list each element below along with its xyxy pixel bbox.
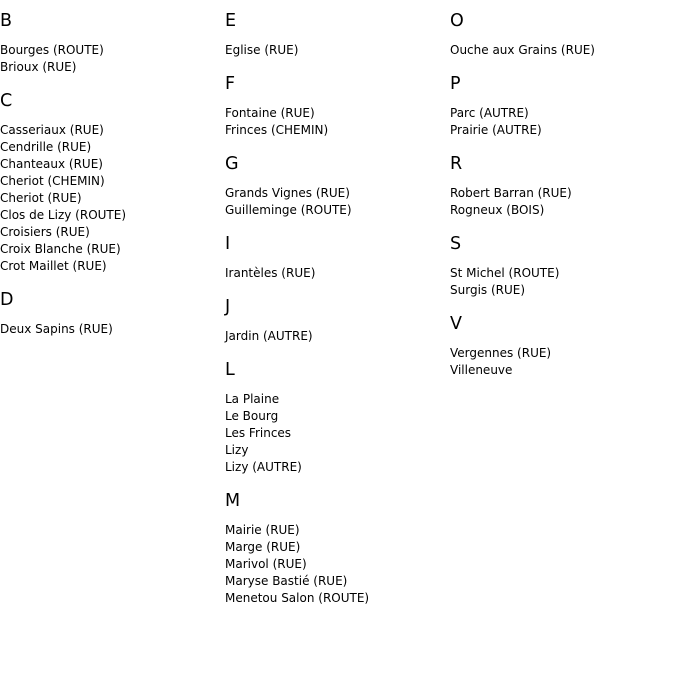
street-link[interactable]: Frinces (CHEMIN) — [225, 123, 329, 137]
letter-group — [225, 233, 450, 282]
letter-group — [450, 153, 675, 219]
street-list — [0, 42, 225, 76]
street-link[interactable]: Eglise (RUE) — [225, 43, 299, 57]
street-link[interactable]: Villeneuve — [450, 363, 513, 377]
street-link[interactable]: Vergennes (RUE) — [450, 346, 552, 360]
letter-group — [225, 296, 450, 345]
street-link[interactable]: Cheriot (CHEMIN) — [0, 174, 105, 188]
letter-group — [450, 313, 675, 379]
letter-heading: C — [0, 91, 13, 111]
index-column — [225, 10, 450, 621]
street-link[interactable]: Irantèles (RUE) — [225, 266, 316, 280]
letter-group — [450, 10, 675, 59]
letter-group — [0, 289, 225, 338]
letter-heading: I — [225, 234, 231, 254]
letter-group — [225, 10, 450, 59]
street-link[interactable]: Croix Blanche (RUE) — [0, 242, 121, 256]
street-link[interactable]: Grands Vignes (RUE) — [225, 186, 350, 200]
street-link[interactable]: Crot Maillet (RUE) — [0, 259, 107, 273]
letter-heading: P — [450, 74, 461, 94]
letter-heading: S — [450, 234, 462, 254]
street-list — [225, 328, 450, 345]
letter-heading: R — [450, 154, 463, 174]
letter-group — [450, 73, 675, 139]
letter-heading: D — [0, 290, 14, 310]
street-list — [450, 265, 675, 299]
street-link[interactable]: Lizy — [225, 443, 249, 457]
street-list — [450, 105, 675, 139]
street-link[interactable]: Mairie (RUE) — [225, 523, 300, 537]
street-link[interactable]: St Michel (ROUTE) — [450, 266, 560, 280]
street-link[interactable]: Surgis (RUE) — [450, 283, 526, 297]
street-list — [225, 185, 450, 219]
street-list — [450, 185, 675, 219]
street-link[interactable]: Maryse Bastié (RUE) — [225, 574, 348, 588]
street-list — [225, 265, 450, 282]
index-column — [450, 10, 675, 621]
street-link[interactable]: Les Frinces — [225, 426, 292, 440]
letter-heading: F — [225, 74, 236, 94]
street-link[interactable]: Croisiers (RUE) — [0, 225, 90, 239]
street-link[interactable]: Rogneux (BOIS) — [450, 203, 545, 217]
street-link[interactable]: La Plaine — [225, 392, 280, 406]
street-link[interactable]: Jardin (AUTRE) — [225, 329, 313, 343]
letter-heading: J — [225, 297, 231, 317]
street-link[interactable]: Le Bourg — [225, 409, 279, 423]
letter-group — [0, 10, 225, 76]
street-link[interactable]: Chanteaux (RUE) — [0, 157, 103, 171]
letter-heading: M — [225, 491, 241, 511]
letter-heading: L — [225, 360, 235, 380]
letter-group — [0, 90, 225, 275]
street-link[interactable]: Ouche aux Grains (RUE) — [450, 43, 595, 57]
street-list — [0, 122, 225, 275]
street-link[interactable]: Cheriot (RUE) — [0, 191, 82, 205]
street-link[interactable]: Menetou Salon (ROUTE) — [225, 591, 370, 605]
street-list — [450, 345, 675, 379]
letter-heading: E — [225, 11, 237, 31]
letter-group — [225, 490, 450, 607]
street-link[interactable]: Deux Sapins (RUE) — [0, 322, 113, 336]
street-link[interactable]: Prairie (AUTRE) — [450, 123, 542, 137]
street-link[interactable]: Guilleminge (ROUTE) — [225, 203, 352, 217]
letter-group — [225, 73, 450, 139]
letter-heading: V — [450, 314, 462, 334]
street-link[interactable]: Marge (RUE) — [225, 540, 301, 554]
street-list — [225, 391, 450, 476]
letter-group — [225, 359, 450, 476]
street-link[interactable]: Clos de Lizy (ROUTE) — [0, 208, 127, 222]
street-list — [225, 42, 450, 59]
street-list — [0, 321, 225, 338]
street-link[interactable]: Bourges (ROUTE) — [0, 43, 104, 57]
letter-group — [225, 153, 450, 219]
letter-heading: B — [0, 11, 13, 31]
street-link[interactable]: Marivol (RUE) — [225, 557, 307, 571]
street-link[interactable]: Parc (AUTRE) — [450, 106, 529, 120]
street-link[interactable]: Brioux (RUE) — [0, 60, 77, 74]
street-link[interactable]: Robert Barran (RUE) — [450, 186, 572, 200]
street-index — [0, 10, 675, 621]
street-link[interactable]: Fontaine (RUE) — [225, 106, 315, 120]
street-link[interactable]: Casseriaux (RUE) — [0, 123, 104, 137]
street-list — [450, 42, 675, 59]
index-column — [0, 10, 225, 621]
street-list — [225, 105, 450, 139]
street-link[interactable]: Cendrille (RUE) — [0, 140, 92, 154]
street-list — [225, 522, 450, 607]
street-link[interactable]: Lizy (AUTRE) — [225, 460, 302, 474]
letter-group — [450, 233, 675, 299]
letter-heading: O — [450, 11, 464, 31]
letter-heading: G — [225, 154, 239, 174]
